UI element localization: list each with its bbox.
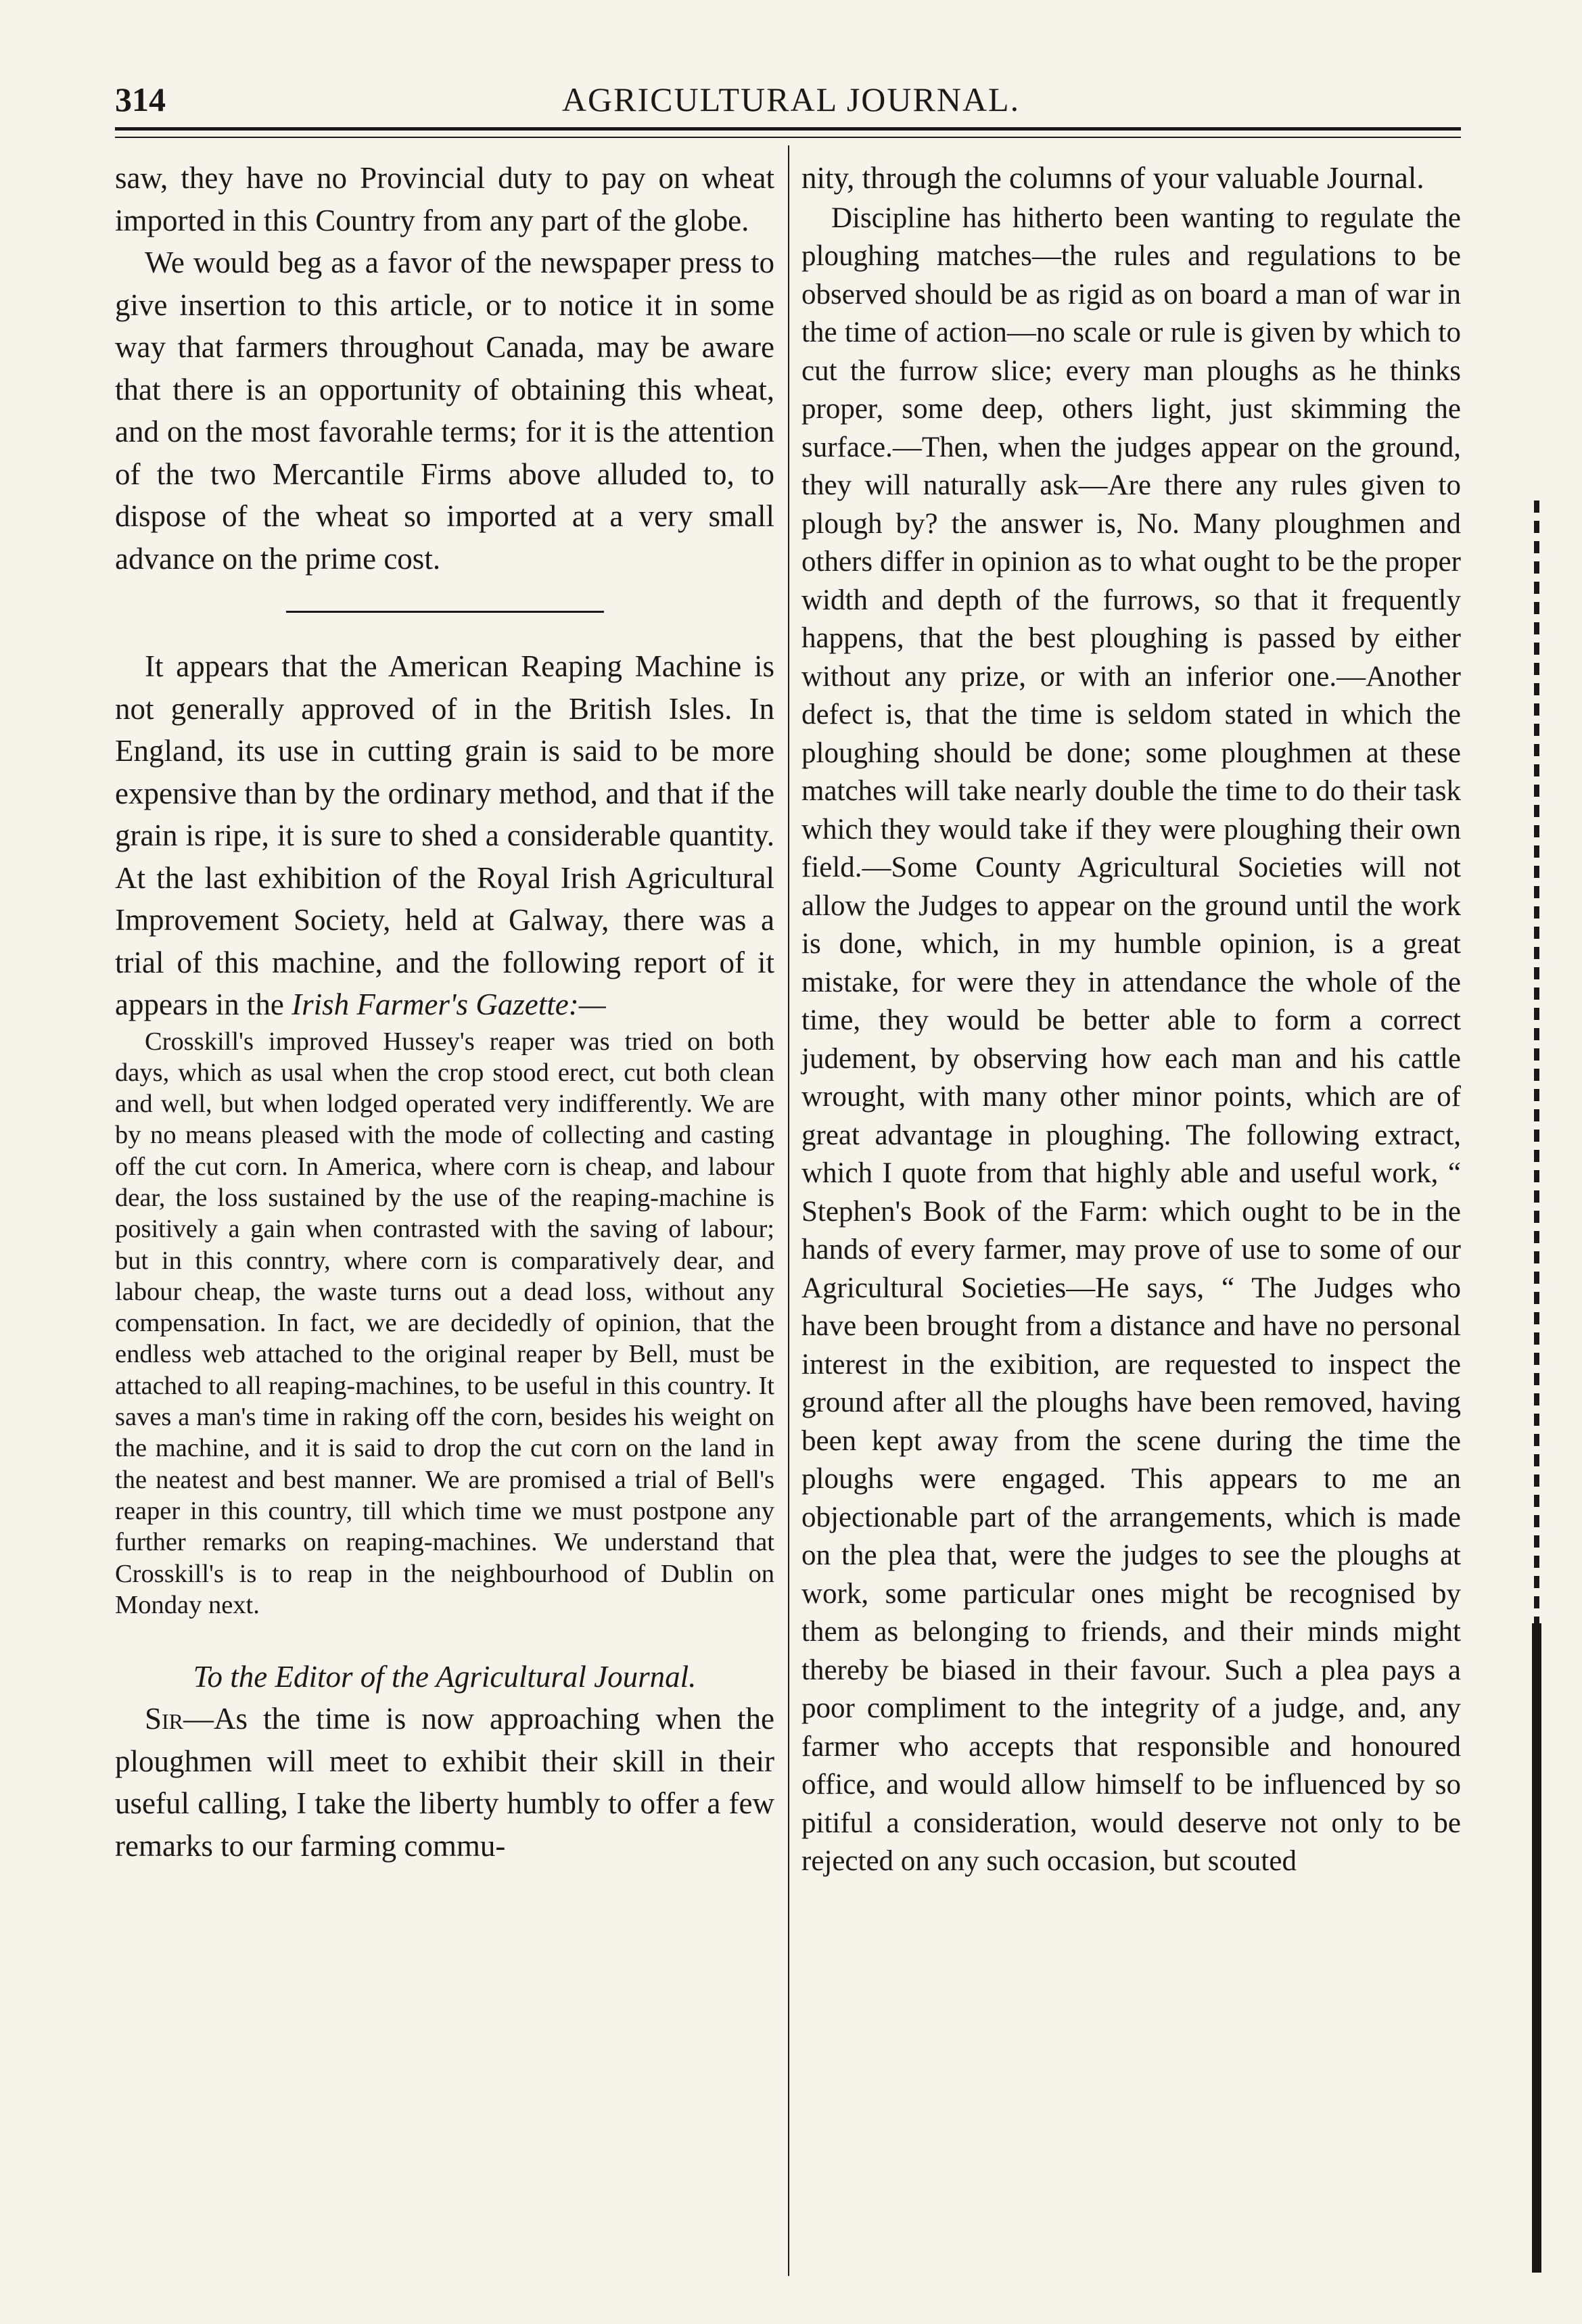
letter-heading: To the Editor of the Agricultural Journal. xyxy=(193,1660,697,1694)
header-rule-thick xyxy=(115,127,1461,131)
header-rule-thin xyxy=(115,137,1461,138)
margin-scan-bar xyxy=(1532,1623,1541,2273)
column-divider xyxy=(788,145,789,2276)
page-number: 314 xyxy=(115,80,166,118)
quoted-report: Crosskill's improved Hussey's reaper was tried on both days, which as usal when the crop stood erect, cut both clean and well, but when lodged operated very indifferently. We are by no means pleased with the mode of collecting and casting off the cut corn. In America, where corn is cheap, and labour dear, the loss sustained by the use of the reaping-machine is positively a gain when contrasted with the saving of labour; but in this conntry, where corn is comparatively dear, and labour cheap, the waste turns out a dead loss, without any compensation. In fact, we are decidedly of opinion, that the endless web attached to the original reaper by Bell, must be attached to all reaping-machines, to be useful in this country. It saves a man's time in raking off the corn, besides his weight on the machine, and it is said to drop the cut corn on the land in the neatest and best manner. We are promised a trial of Bell's reaper in this country, till which time we must postpone any further remarks on reaping-machines. We understand that Crosskill's is to reap in the neighbourhood of Dublin on Monday next. xyxy=(115,1027,774,1619)
letter-opening-text: —As the time is now approaching when the ploughmen will meet to exhibit their skill in their useful calling, I take the liberty humbly to offer a few remarks to our farming commu- xyxy=(115,1702,774,1863)
running-title: AGRICULTURAL JOURNAL. xyxy=(561,80,1021,118)
right-column xyxy=(801,157,1461,1881)
continued-paragraph: saw, they have no Provincial duty to pay on wheat imported in this Country from any part of the globe. xyxy=(115,161,774,237)
letter-continued-paragraph: nity, through the columns of your valuable Journal. xyxy=(801,161,1424,195)
newspaper-press-paragraph: We would beg as a favor of the newspaper press to give insertion to this article, or to notice it in some way that farmers throughout Canada, may be aware that there is an opportunity of obtaining this wheat, and on the most favorahle terms; for it is the attention of the two Mercantile Firms above alluded to, to dispose of the wheat so imported at a very small advance on the prime cost. xyxy=(115,246,774,576)
letter-salutation: Sir xyxy=(145,1702,184,1736)
section-divider xyxy=(286,611,604,613)
letter-opening-paragraph xyxy=(115,1698,774,1867)
reaping-machine-paragraph xyxy=(115,645,774,1026)
left-column xyxy=(115,157,774,1867)
source-title: Irish Farmer's Gazette:— xyxy=(292,987,606,1021)
reaping-machine-text: It appears that the American Reaping Machine is not generally approved of in the British Isles. In England, its use in cutting grain is said to be more expensive than by the ordinary method, and that if the grain is ripe, it is sure to shed a considerable quantity. At the last exhibition of the Royal Irish Agricultural Improvement Society, held at Galway, there was a trial of this machine, and the following report of it appears in the xyxy=(115,649,774,1021)
discipline-paragraph: Discipline has hitherto been wanting to regulate the ploughing matches—the rules and regulations to be observed should be as rigid as on board a man of war in the time of action—no scale or rule is given by which to cut the furrow slice; every man ploughs as he thinks proper, some deep, others light, just skimming the surface.—Then, when the judges appear on the ground, they will naturally ask—Are there any rules given to plough by? the answer is, No. Many ploughmen and others differ in opinion as to what ought to be the proper width and depth of the furrows, so that it frequently happens, that the best ploughing is passed by either without any prize, or with an inferior one.—Another defect is, that the time is seldom stated in which the ploughing should be done; some ploughmen at these matches will take nearly double the time to do their task which they would take if they were ploughing their own field.—Some County Agricultural Societies will not allow the Judges to appear on the ground until the work is done, which, in my humble opinion, is a great mistake, for were they in attendance the whole of the time, they would be better able to form a correct judement, by observing how each man and his cattle wrought, with many other minor points, which are of great advantage in ploughing. The following extract, which I quote from that highly able and useful work, “ Stephen's Book of the Farm: which ought to be in the hands of every farmer, may prove of use to some of our Agricultural Societies—He says, “ The Judges who have been brought from a distance and have no personal interest in the exibition, are requested to inspect the ground after all the ploughs have been removed, having been kept away from the scene during the time the ploughs were engaged. This appears to me an objectionable part of the arrangements, which is made on the plea that, were the judges to see the ploughs at work, some particular ones might be recognised by them as belonging to friends, and their minds might thereby be biased in their favour. Such a plea pays a poor compliment to the integrity of a judge, and, any farmer who accepts that responsible and honoured office, and would allow himself to be influenced by so pitiful a consideration, would deserve not only to be rejected on any such occasion, but scouted xyxy=(801,202,1461,1877)
